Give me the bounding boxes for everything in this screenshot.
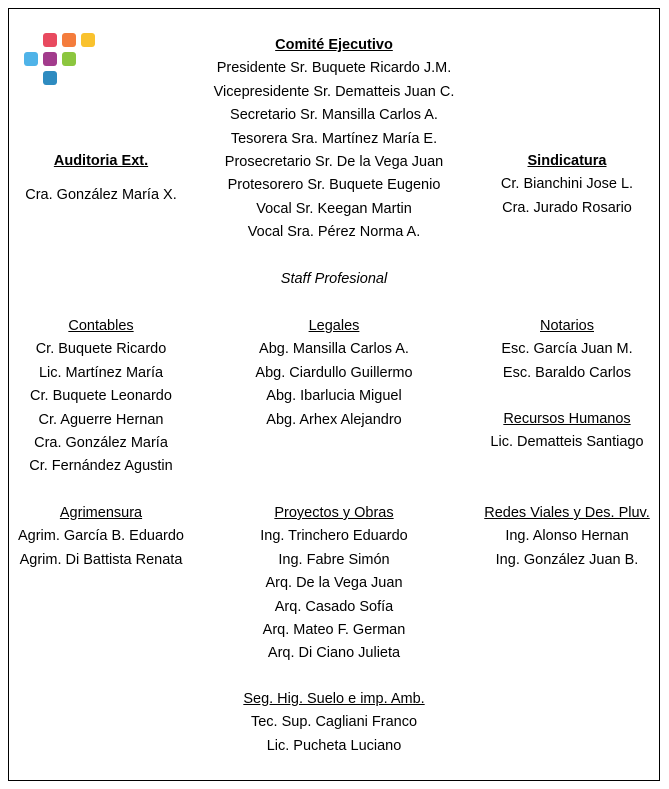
member-name: Lic. Pucheta Luciano [266, 737, 402, 754]
member-name: Ing. Trinchero Eduardo [260, 528, 408, 545]
member-name: Cr. Bianchini Jose L. [500, 176, 634, 193]
logo-square [43, 71, 57, 85]
auditoria-section [8, 150, 194, 208]
logo-square [43, 33, 57, 47]
logo-square [43, 52, 57, 66]
member-name: Vocal Sra. Pérez Norma A. [247, 224, 421, 241]
contables-title: Contables [68, 318, 134, 334]
member-name: Arq. Casado Sofía [274, 598, 394, 615]
member-name: Cr. Aguerre Hernan [38, 411, 164, 428]
member-name: Presidente Sr. Buquete Ricardo J.M. [216, 60, 452, 77]
member-name: Abg. Ciardullo Guillermo [255, 364, 413, 381]
member-name: Vicepresidente Sr. Dematteis Juan C. [213, 83, 455, 100]
comite-title: Comité Ejecutivo [275, 37, 393, 53]
notarios-title: Notarios [540, 318, 594, 334]
member-name: Cra. Jurado Rosario [502, 199, 632, 216]
member-name: Abg. Mansilla Carlos A. [259, 341, 409, 358]
staff-title: Staff Profesional [280, 271, 388, 287]
agrimensura-list [8, 525, 194, 572]
member-name: Arq. Di Ciano Julieta [267, 645, 401, 662]
member-name: Protesorero Sr. Buquete Eugenio [227, 177, 441, 194]
rrhh-section [470, 408, 664, 455]
member-name: Cr. Buquete Leonardo [30, 388, 172, 405]
comite-section [180, 34, 488, 245]
contables-list [8, 338, 194, 478]
member-name: Secretario Sr. Mansilla Carlos A. [230, 107, 438, 124]
member-name: Abg. Ibarlucia Miguel [266, 388, 402, 405]
member-name: Arq. Mateo F. German [262, 622, 406, 639]
logo-square [81, 33, 95, 47]
auditoria-list [8, 184, 194, 207]
agrimensura-section [8, 502, 194, 572]
notarios-section [470, 315, 664, 385]
seguridad-title: Seg. Hig. Suelo e imp. Amb. [243, 691, 425, 707]
member-name: Esc. García Juan M. [501, 341, 633, 358]
auditoria-title: Auditoria Ext. [53, 153, 149, 169]
sindicatura-title: Sindicatura [527, 153, 607, 169]
logo-square [24, 52, 38, 66]
logo [24, 33, 100, 89]
agrimensura-title: Agrimensura [59, 505, 143, 521]
logo-square [62, 33, 76, 47]
member-name: Lic. Martínez María [38, 364, 164, 381]
member-name: Tesorera Sra. Martínez María E. [230, 130, 438, 147]
member-name: Ing. González Juan B. [495, 551, 639, 568]
seguridad-section [200, 688, 468, 758]
logo-square [62, 52, 76, 66]
member-name: Cr. Fernández Agustin [29, 458, 173, 475]
contables-section [8, 315, 194, 479]
member-name: Cra. González María X. [25, 187, 177, 204]
member-name: Lic. Dematteis Santiago [490, 434, 644, 451]
member-name: Arq. De la Vega Juan [265, 575, 403, 592]
notarios-list [470, 338, 664, 385]
rrhh-title: Recursos Humanos [503, 411, 631, 427]
sindicatura-section [470, 150, 664, 220]
member-name: Esc. Baraldo Carlos [502, 364, 632, 381]
proyectos-section [220, 502, 448, 666]
member-name: Abg. Arhex Alejandro [266, 411, 402, 428]
legales-title: Legales [308, 318, 360, 334]
proyectos-title: Proyectos y Obras [274, 505, 394, 521]
member-name: Cra. González María [34, 435, 168, 452]
member-name: Ing. Alonso Hernan [505, 528, 629, 545]
legales-section [220, 315, 448, 432]
member-name: Ing. Fabre Simón [278, 551, 390, 568]
redes-section [470, 502, 664, 572]
rrhh-list [470, 431, 664, 454]
comite-list [180, 57, 488, 244]
sindicatura-list [470, 173, 664, 220]
member-name: Tec. Sup. Cagliani Franco [250, 714, 418, 731]
seguridad-list [200, 711, 468, 758]
redes-title: Redes Viales y Des. Pluv. [484, 505, 650, 521]
member-name: Agrim. García B. Eduardo [17, 528, 184, 545]
member-name: Agrim. Di Battista Renata [19, 551, 183, 568]
legales-list [220, 338, 448, 432]
member-name: Vocal Sr. Keegan Martin [256, 200, 412, 217]
redes-list [470, 525, 664, 572]
proyectos-list [220, 525, 448, 665]
member-name: Prosecretario Sr. De la Vega Juan [224, 154, 444, 171]
member-name: Cr. Buquete Ricardo [35, 341, 167, 358]
